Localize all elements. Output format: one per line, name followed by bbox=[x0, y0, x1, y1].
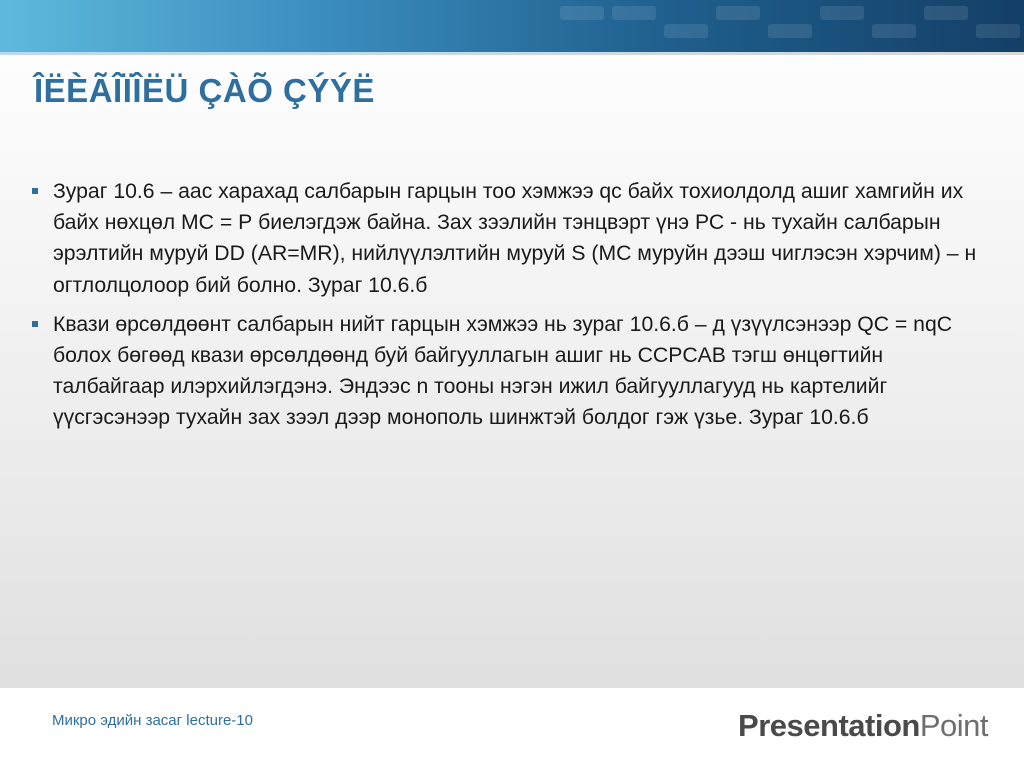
banner-tile bbox=[820, 6, 864, 20]
logo-word-presentation: Presentation bbox=[738, 708, 920, 743]
presentationpoint-logo bbox=[738, 708, 988, 744]
banner-tile bbox=[768, 24, 812, 38]
header-divider bbox=[0, 52, 1024, 55]
slide-content bbox=[32, 176, 997, 442]
bullet-square-icon bbox=[32, 321, 38, 327]
header-banner bbox=[0, 0, 1024, 52]
bullet-square-icon bbox=[32, 188, 38, 194]
banner-tile bbox=[872, 24, 916, 38]
banner-tile bbox=[612, 6, 656, 20]
bullet-item bbox=[32, 176, 997, 301]
logo-word-point: Point bbox=[919, 708, 988, 743]
banner-tile bbox=[560, 6, 604, 20]
banner-tile bbox=[924, 6, 968, 20]
banner-tile bbox=[716, 6, 760, 20]
footer-caption: Микро эдийн засаг lecture-10 bbox=[52, 712, 253, 729]
bullet-text: Зураг 10.6 – аас харахад салбарын гарцын тоо хэмжээ qс байх тохиолдолд ашиг хамгийн их байх нөхцөл МС = Р биелэгдэж байна. Зах зээлийн тэнцвэрт үнэ РС - нь тухайн салбарын эрэлтийн муруй DD (AR=MR), нийлүүлэлтийн муруй S (МС муруйн дээш чиглэсэн хэрчим) – н огтлолцолоор бий болно. Зураг 10.6.б bbox=[53, 180, 977, 297]
banner-tile bbox=[976, 24, 1020, 38]
slide-title: ÎËÈÃÎÏÎËÜ ÇÀÕ ÇÝÝË bbox=[34, 72, 375, 109]
banner-tile bbox=[664, 24, 708, 38]
bullet-item bbox=[32, 309, 997, 434]
bullet-text: Квази өрсөлдөөнт салбарын нийт гарцын хэмжээ нь зураг 10.6.б – д үзүүлсэнээр QC = nqC болох бөгөөд квази өрсөлдөөнд буй байгууллагын ашиг нь CCPCAB тэгш өнцөгтийн талбайгаар илэрхийлэгдэнэ. Эндээс n тооны нэгэн ижил байгууллагууд нь картелийг үүсгэсэнээр тухайн зах зээл дээр монополь шинжтэй болдог гэж үзье. Зураг 10.6.б bbox=[53, 312, 953, 430]
footer bbox=[0, 688, 1024, 768]
